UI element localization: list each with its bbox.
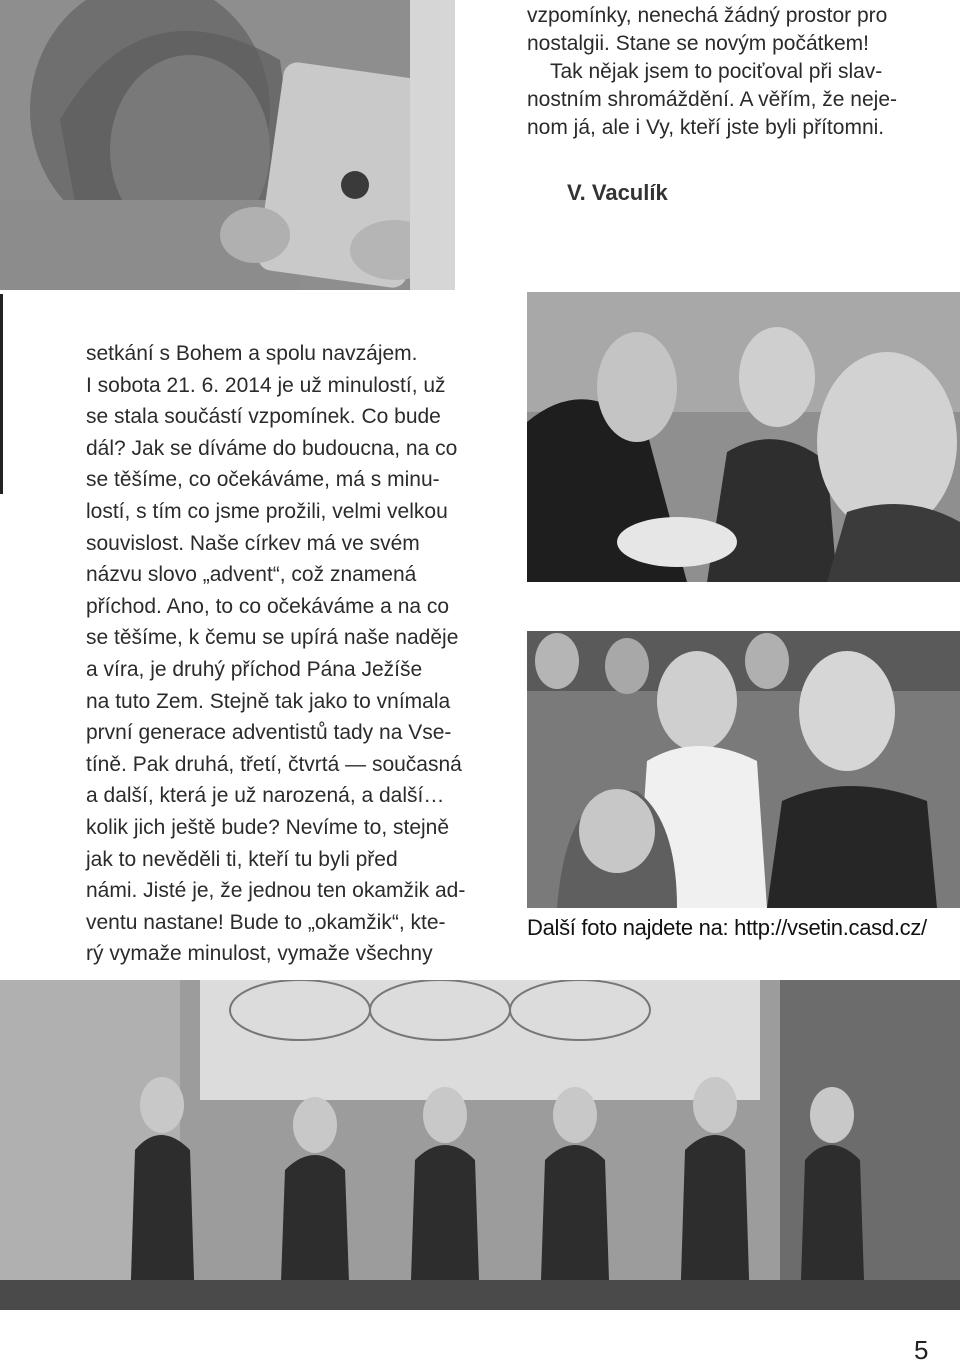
main-line: tíně. Pak druhá, třetí, čtvrtá — současná bbox=[86, 752, 462, 776]
main-paragraph bbox=[86, 338, 466, 970]
intro-line: nostním shromáždění. A věřím, že neje- bbox=[527, 88, 898, 111]
main-line: názvu slovo „advent“, což znamená bbox=[86, 563, 417, 587]
photo-men-on-stage bbox=[0, 980, 960, 1310]
main-line: a víra, je druhý příchod Pána Ježíše bbox=[86, 657, 423, 681]
main-line: a další, která je už narozená, a další… bbox=[86, 784, 445, 808]
main-line: ventu nastane! Bude to „okamžik“, kte- bbox=[86, 910, 446, 934]
intro-line: nom já, ale i Vy, kteří jste byli přítomni. bbox=[527, 116, 885, 139]
intro-line: vzpomínky, nenechá žádný prostor pro bbox=[527, 4, 888, 27]
photo-caption: Další foto najdete na: http://vsetin.casd.cz/ bbox=[527, 915, 927, 940]
main-line: se stala součástí vzpomínek. Co bude bbox=[86, 405, 441, 429]
main-line: jak to nevěděli ti, kteří tu byli před bbox=[86, 847, 398, 871]
photo-men-greeting bbox=[527, 292, 960, 582]
main-line: příchod. Ano, to co očekáváme a na co bbox=[86, 594, 450, 618]
author-signature: V. Vaculík bbox=[567, 180, 668, 205]
main-line: lostí, s tím co jsme prožili, velmi velkou bbox=[86, 499, 448, 523]
intro-paragraph bbox=[527, 2, 898, 142]
main-line: setkání s Bohem a spolu navzájem. bbox=[86, 342, 418, 365]
margin-rule bbox=[0, 294, 3, 494]
photo-woman-with-tablet bbox=[0, 0, 455, 290]
intro-line: Tak nějak jsem to pociťoval při slav- bbox=[527, 60, 883, 83]
photo-congregation bbox=[527, 631, 960, 908]
main-line: I sobota 21. 6. 2014 je už minulostí, už bbox=[86, 373, 446, 397]
main-line: rý vymaže minulost, vymaže všechny bbox=[86, 942, 433, 966]
main-line: se těšíme, k čemu se upírá naše naděje bbox=[86, 626, 459, 650]
main-line: souvislost. Naše církev má ve svém bbox=[86, 531, 420, 555]
intro-line: nostalgii. Stane se novým počátkem! bbox=[527, 32, 870, 55]
page-number: 5 bbox=[914, 1335, 929, 1365]
main-line: první generace adventistů tady na Vse- bbox=[86, 721, 452, 745]
main-line: kolik jich ještě bude? Nevíme to, stejně bbox=[86, 815, 450, 839]
main-line: námi. Jisté je, že jednou ten okamžik ad- bbox=[86, 879, 466, 903]
main-line: na tuto Zem. Stejně tak jako to vnímala bbox=[86, 689, 451, 713]
main-line: dál? Jak se díváme do budoucna, na co bbox=[86, 436, 458, 460]
main-line: se těšíme, co očekáváme, má s minu- bbox=[86, 468, 440, 492]
